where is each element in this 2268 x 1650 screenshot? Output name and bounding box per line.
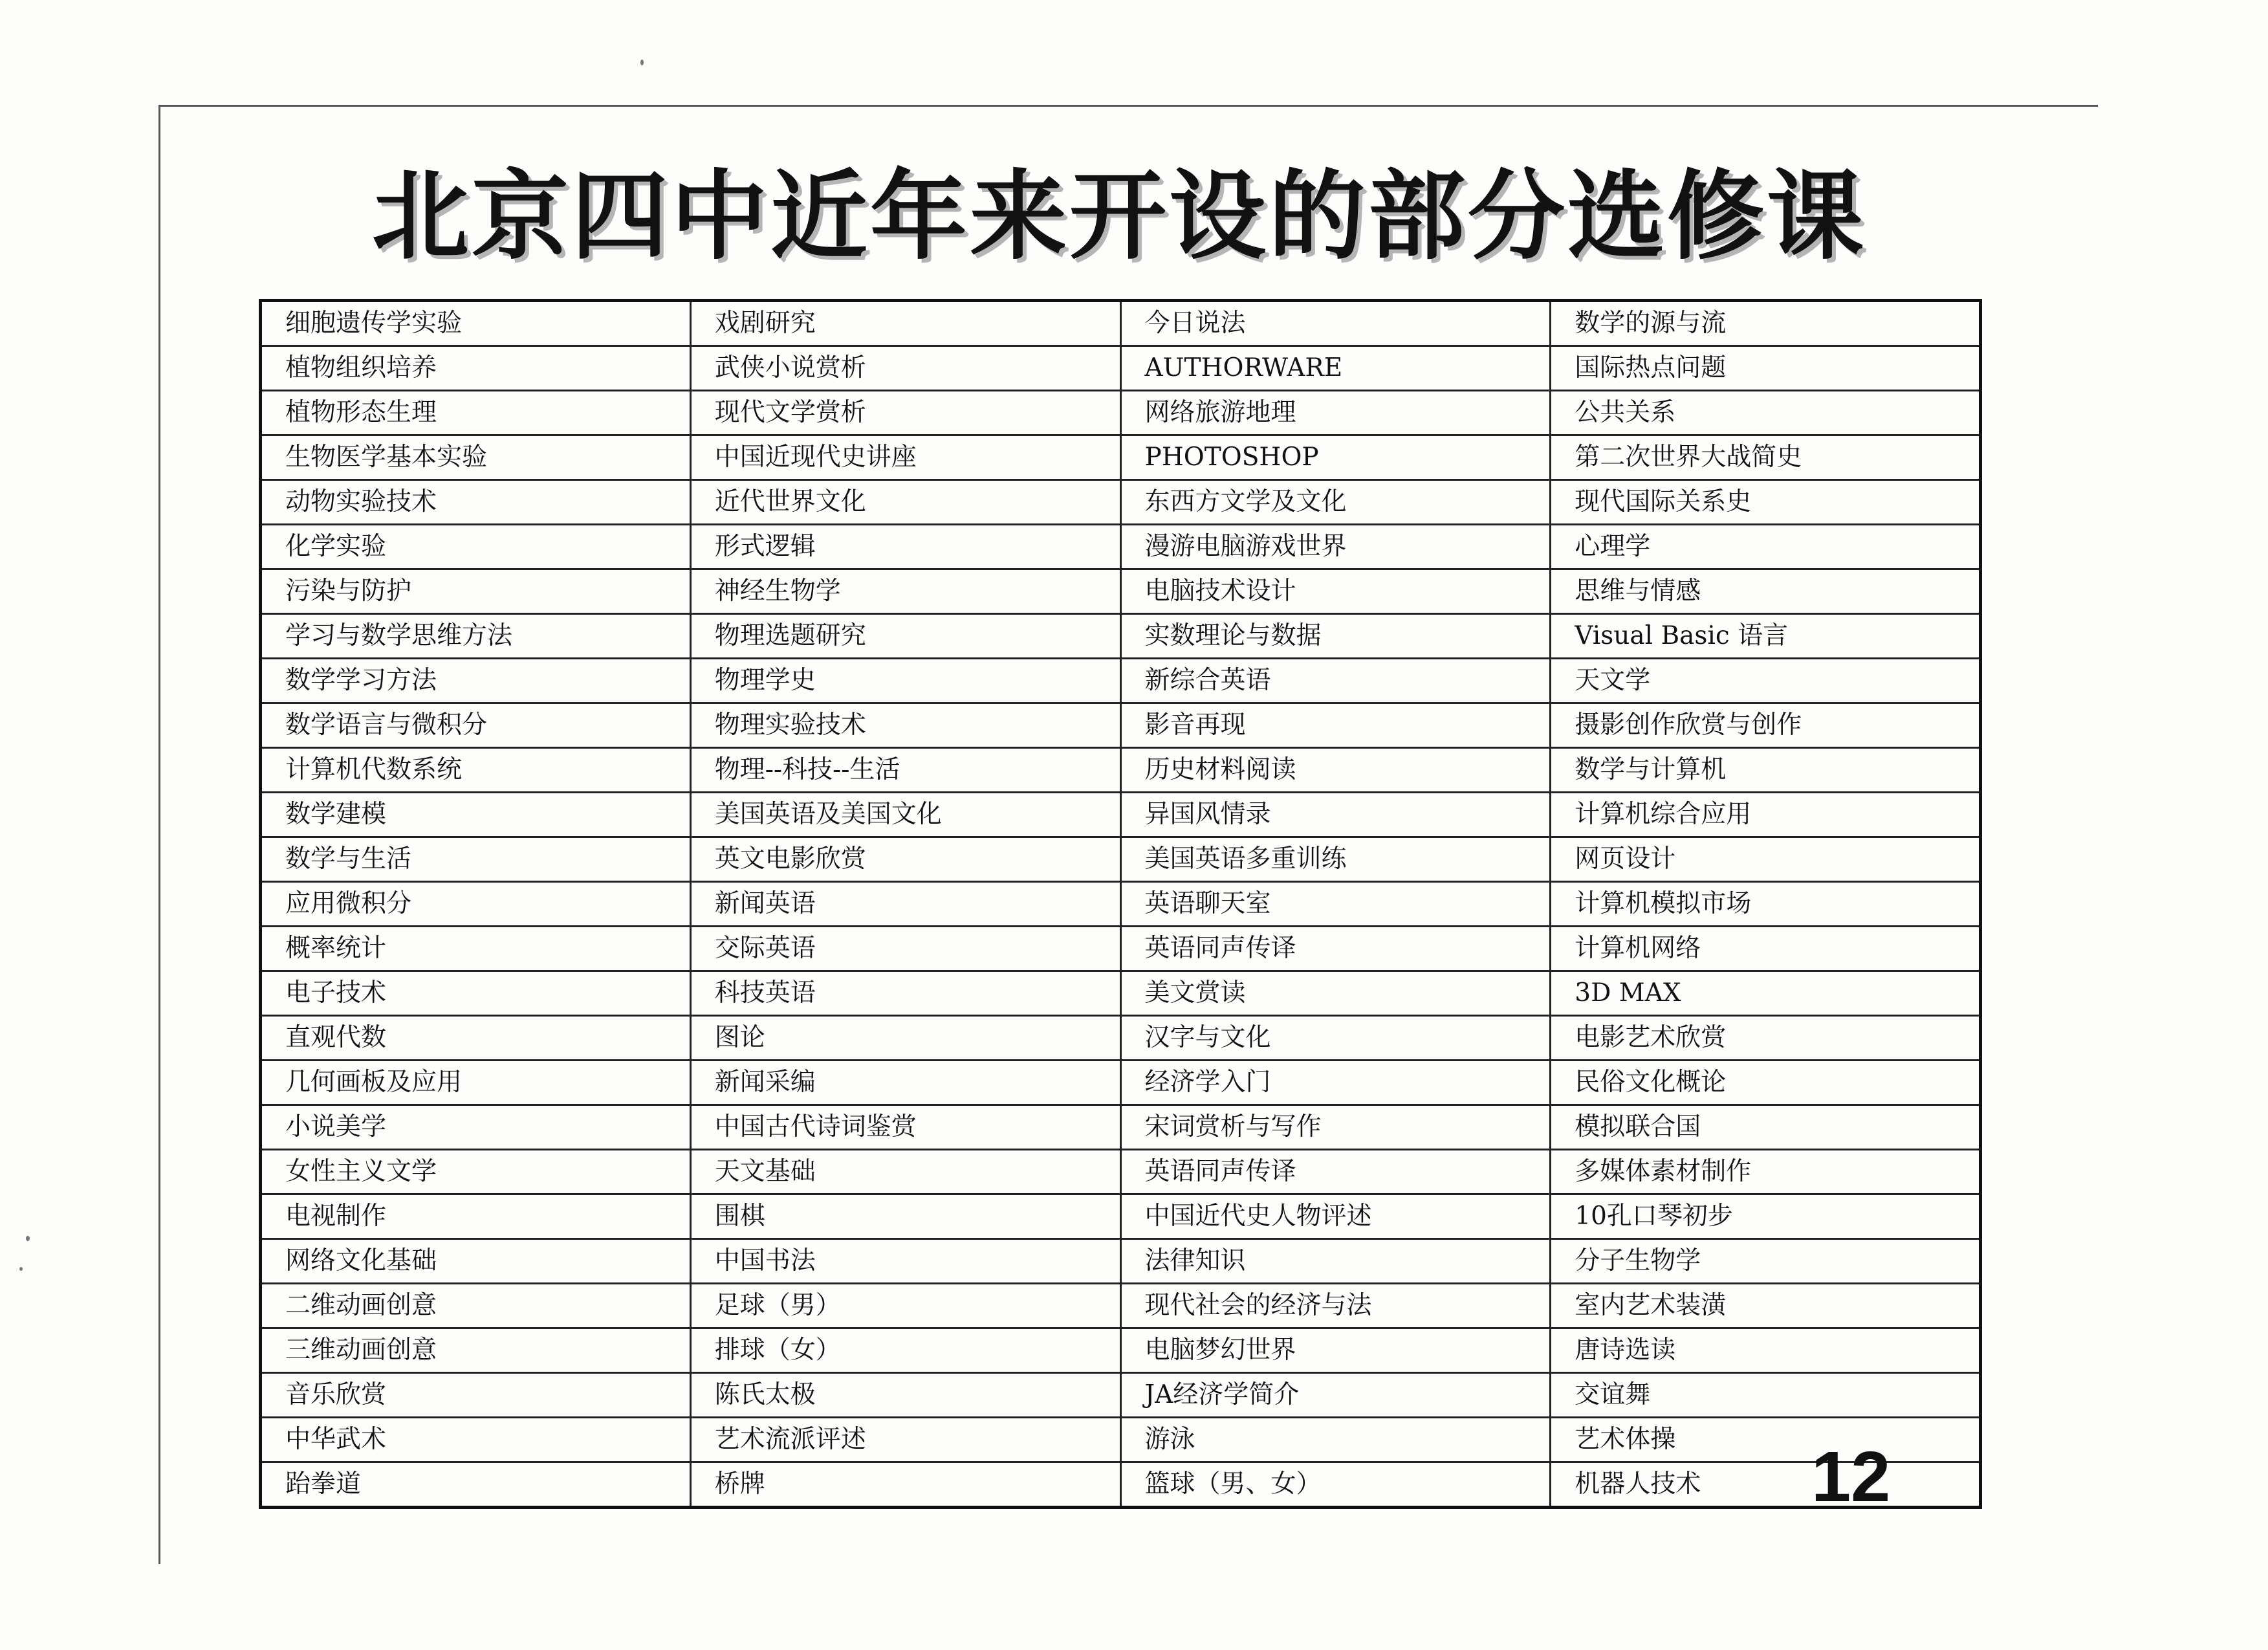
course-cell: 现代社会的经济与法 [1120, 1284, 1551, 1328]
course-cell: 历史材料阅读 [1120, 748, 1551, 793]
course-cell: 电脑技术设计 [1120, 569, 1551, 614]
course-cell: 新闻英语 [690, 882, 1120, 927]
course-cell: 英语同声传译 [1120, 1150, 1551, 1194]
table-row [261, 1373, 1981, 1418]
course-cell: 天文基础 [690, 1150, 1120, 1194]
table-row [261, 1150, 1981, 1194]
course-cell: 美文赏读 [1120, 971, 1551, 1016]
course-cell: 电影艺术欣赏 [1551, 1016, 1981, 1061]
table-row [261, 837, 1981, 882]
course-cell: 交谊舞 [1551, 1373, 1981, 1418]
course-cell: 武侠小说赏析 [690, 346, 1120, 391]
course-cell: 艺术体操 [1551, 1418, 1981, 1462]
table-row [261, 569, 1981, 614]
course-cell: 形式逻辑 [690, 525, 1120, 569]
course-cell: 影音再现 [1120, 703, 1551, 748]
table-row [261, 1194, 1981, 1239]
table-row [261, 1284, 1981, 1328]
course-cell: 电视制作 [261, 1194, 691, 1239]
course-cell: 摄影创作欣赏与创作 [1551, 703, 1981, 748]
table-row [261, 748, 1981, 793]
elective-course-table [259, 299, 1982, 1509]
course-cell: 直观代数 [261, 1016, 691, 1061]
course-cell: 神经生物学 [690, 569, 1120, 614]
course-cell: 围棋 [690, 1194, 1120, 1239]
table-row [261, 301, 1981, 346]
course-cell: 思维与情感 [1551, 569, 1981, 614]
course-cell: 汉字与文化 [1120, 1016, 1551, 1061]
course-cell: PHOTOSHOP [1120, 435, 1551, 480]
course-cell: 交际英语 [690, 927, 1120, 971]
table-row [261, 346, 1981, 391]
table-row [261, 882, 1981, 927]
table-row [261, 1061, 1981, 1105]
course-cell: 排球（女） [690, 1328, 1120, 1373]
course-cell: 跆拳道 [261, 1462, 691, 1508]
course-cell: 学习与数学思维方法 [261, 614, 691, 659]
course-cell: 艺术流派评述 [690, 1418, 1120, 1462]
course-cell: 模拟联合国 [1551, 1105, 1981, 1150]
course-cell: 计算机模拟市场 [1551, 882, 1981, 927]
table-row [261, 1105, 1981, 1150]
course-cell: 中国古代诗词鉴赏 [690, 1105, 1120, 1150]
course-cell: 实数理论与数据 [1120, 614, 1551, 659]
course-cell: 中华武术 [261, 1418, 691, 1462]
course-cell: 概率统计 [261, 927, 691, 971]
scan-speck [640, 60, 644, 65]
course-cell: 3D MAX [1551, 971, 1981, 1016]
course-cell: JA经济学简介 [1120, 1373, 1551, 1418]
course-cell: 多媒体素材制作 [1551, 1150, 1981, 1194]
table-row [261, 793, 1981, 837]
table-row [261, 435, 1981, 480]
course-cell: 英语同声传译 [1120, 927, 1551, 971]
course-cell: 二维动画创意 [261, 1284, 691, 1328]
course-cell: 科技英语 [690, 971, 1120, 1016]
page-frame-left-line [158, 105, 160, 1564]
course-cell: 细胞遗传学实验 [261, 301, 691, 346]
course-cell: 数学学习方法 [261, 659, 691, 703]
course-cell: 几何画板及应用 [261, 1061, 691, 1105]
course-table-body [261, 301, 1981, 1508]
course-cell: 物理实验技术 [690, 703, 1120, 748]
course-cell: 数学的源与流 [1551, 301, 1981, 346]
table-row [261, 1239, 1981, 1284]
course-cell: 中国书法 [690, 1239, 1120, 1284]
course-cell: 数学语言与微积分 [261, 703, 691, 748]
scan-speck [26, 1236, 30, 1241]
course-cell: 第二次世界大战简史 [1551, 435, 1981, 480]
course-cell: 美国英语及美国文化 [690, 793, 1120, 837]
course-cell: 新闻采编 [690, 1061, 1120, 1105]
course-cell: 国际热点问题 [1551, 346, 1981, 391]
course-cell: 应用微积分 [261, 882, 691, 927]
table-row [261, 1328, 1981, 1373]
course-cell: AUTHORWARE [1120, 346, 1551, 391]
course-cell: 数学与生活 [261, 837, 691, 882]
table-row [261, 659, 1981, 703]
course-cell: 电子技术 [261, 971, 691, 1016]
course-cell: 东西方文学及文化 [1120, 480, 1551, 525]
course-cell: 小说美学 [261, 1105, 691, 1150]
course-cell: 戏剧研究 [690, 301, 1120, 346]
page-frame-top-line [158, 105, 2098, 107]
table-row [261, 927, 1981, 971]
table-row [261, 1462, 1981, 1508]
course-cell: 近代世界文化 [690, 480, 1120, 525]
course-cell: 女性主义文学 [261, 1150, 691, 1194]
course-cell: 植物组织培养 [261, 346, 691, 391]
course-cell: 分子生物学 [1551, 1239, 1981, 1284]
course-cell: 篮球（男、女） [1120, 1462, 1551, 1508]
course-cell: 新综合英语 [1120, 659, 1551, 703]
course-cell: 机器人技术 [1551, 1462, 1981, 1508]
course-cell: 心理学 [1551, 525, 1981, 569]
course-cell: 足球（男） [690, 1284, 1120, 1328]
course-cell: 室内艺术装潢 [1551, 1284, 1981, 1328]
course-cell: 污染与防护 [261, 569, 691, 614]
course-cell: 陈氏太极 [690, 1373, 1120, 1418]
course-cell: 图论 [690, 1016, 1120, 1061]
course-cell: 网络文化基础 [261, 1239, 691, 1284]
course-cell: 计算机综合应用 [1551, 793, 1981, 837]
table-row [261, 525, 1981, 569]
course-cell: 物理--科技--生活 [690, 748, 1120, 793]
course-cell: 中国近现代史讲座 [690, 435, 1120, 480]
course-cell: 现代文学赏析 [690, 391, 1120, 435]
course-cell: 宋词赏析与写作 [1120, 1105, 1551, 1150]
course-cell: 游泳 [1120, 1418, 1551, 1462]
course-cell: 法律知识 [1120, 1239, 1551, 1284]
course-cell: Visual Basic 语言 [1551, 614, 1981, 659]
course-cell: 桥牌 [690, 1462, 1120, 1508]
table-row [261, 703, 1981, 748]
course-cell: 音乐欣赏 [261, 1373, 691, 1418]
course-cell: 计算机网络 [1551, 927, 1981, 971]
course-cell: 植物形态生理 [261, 391, 691, 435]
course-cell: 漫游电脑游戏世界 [1120, 525, 1551, 569]
course-cell: 唐诗选读 [1551, 1328, 1981, 1373]
course-cell: 生物医学基本实验 [261, 435, 691, 480]
course-cell: 化学实验 [261, 525, 691, 569]
table-row [261, 1016, 1981, 1061]
course-cell: 网页设计 [1551, 837, 1981, 882]
course-cell: 物理学史 [690, 659, 1120, 703]
course-cell: 网络旅游地理 [1120, 391, 1551, 435]
course-cell: 动物实验技术 [261, 480, 691, 525]
table-row [261, 391, 1981, 435]
scan-speck [19, 1267, 23, 1271]
course-cell: 今日说法 [1120, 301, 1551, 346]
course-cell: 英文电影欣赏 [690, 837, 1120, 882]
course-cell: 异国风情录 [1120, 793, 1551, 837]
course-cell: 计算机代数系统 [261, 748, 691, 793]
page-title: 北京四中近年来开设的部分选修课 [371, 160, 1866, 273]
course-cell: 民俗文化概论 [1551, 1061, 1981, 1105]
course-cell: 数学建模 [261, 793, 691, 837]
course-cell: 天文学 [1551, 659, 1981, 703]
course-cell: 三维动画创意 [261, 1328, 691, 1373]
course-cell: 中国近代史人物评述 [1120, 1194, 1551, 1239]
course-cell: 数学与计算机 [1551, 748, 1981, 793]
table-row [261, 971, 1981, 1016]
course-cell: 英语聊天室 [1120, 882, 1551, 927]
course-cell: 公共关系 [1551, 391, 1981, 435]
course-cell: 现代国际关系史 [1551, 480, 1981, 525]
table-row [261, 614, 1981, 659]
course-cell: 美国英语多重训练 [1120, 837, 1551, 882]
course-cell: 10孔口琴初步 [1551, 1194, 1981, 1239]
table-row [261, 480, 1981, 525]
table-row [261, 1418, 1981, 1462]
course-cell: 电脑梦幻世界 [1120, 1328, 1551, 1373]
course-cell: 经济学入门 [1120, 1061, 1551, 1105]
page-number: 12 [1811, 1437, 1891, 1517]
course-cell: 物理选题研究 [690, 614, 1120, 659]
